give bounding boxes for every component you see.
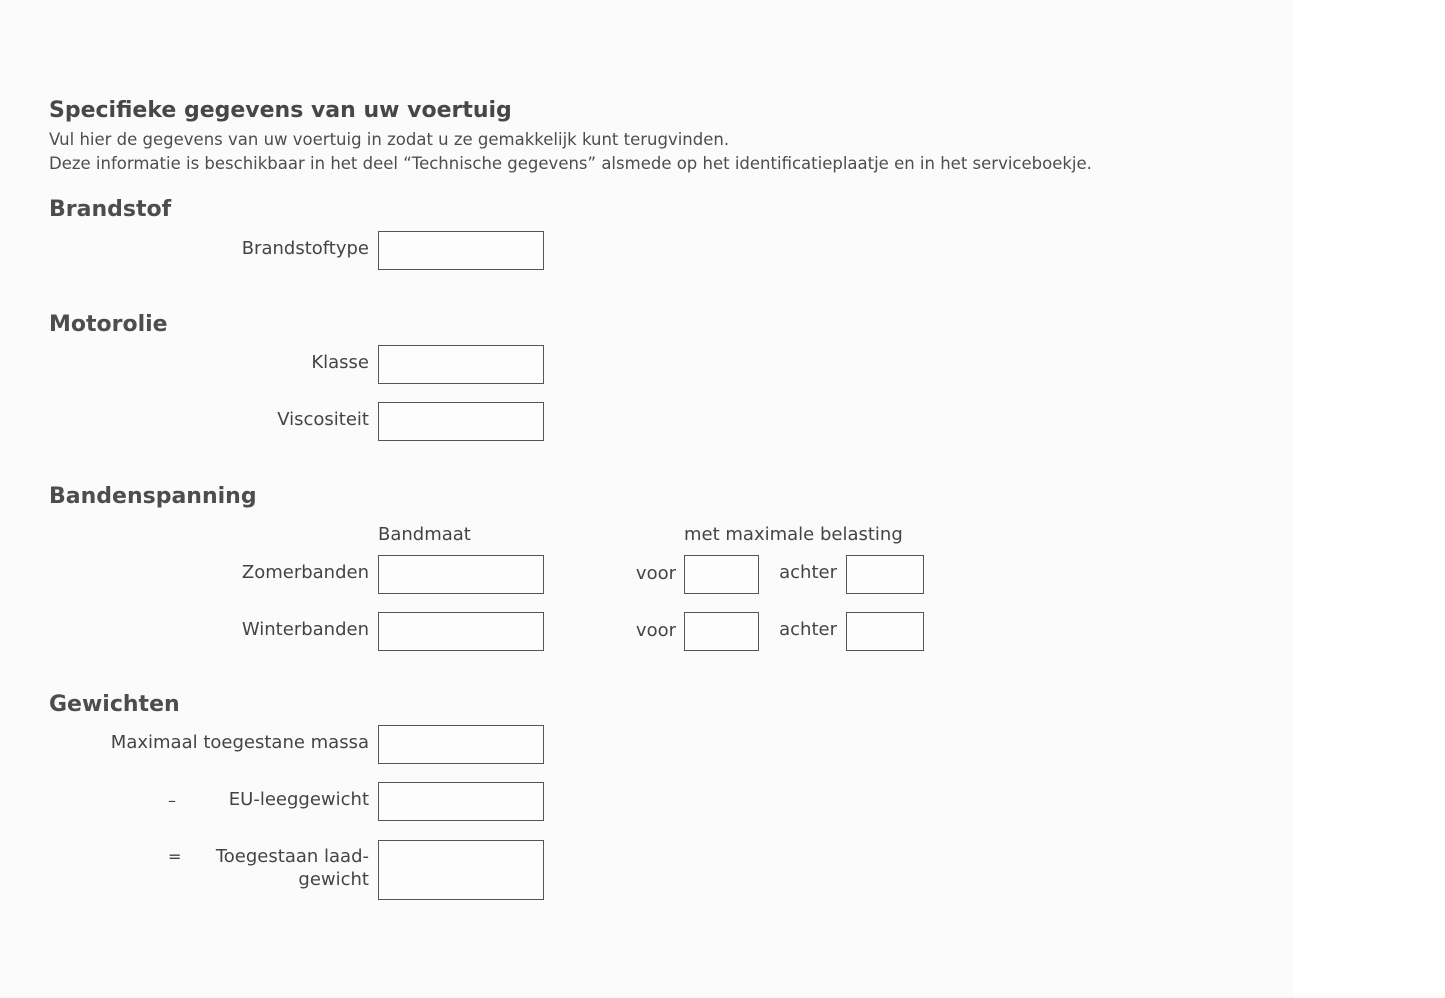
section-motorolie-heading: Motorolie <box>49 312 168 337</box>
section-gewichten-heading: Gewichten <box>49 692 180 717</box>
brandstoftype-field[interactable] <box>378 231 544 270</box>
toegestaan-laadgewicht-label-line2: gewicht <box>298 869 369 890</box>
viscositeit-label: Viscositeit <box>277 409 369 430</box>
klasse-label: Klasse <box>311 352 369 373</box>
minus-sign: – <box>168 791 176 810</box>
winterbanden-bandmaat-field[interactable] <box>378 612 544 651</box>
winter-achter-field[interactable] <box>846 612 924 651</box>
section-bandenspanning-heading: Bandenspanning <box>49 484 257 509</box>
maximaal-massa-label: Maximaal toegestane massa <box>110 732 369 753</box>
page-title: Specifieke gegevens van uw voertuig <box>49 98 512 123</box>
maximaal-massa-field[interactable] <box>378 725 544 764</box>
section-brandstof-heading: Brandstof <box>49 197 172 222</box>
winterbanden-label: Winterbanden <box>241 619 369 640</box>
zomer-achter-label: achter <box>779 562 837 583</box>
viscositeit-field[interactable] <box>378 402 544 441</box>
zomerbanden-label: Zomerbanden <box>241 562 369 583</box>
zomer-voor-field[interactable] <box>684 555 759 594</box>
eu-leeggewicht-field[interactable] <box>378 782 544 821</box>
equals-sign: = <box>168 847 182 866</box>
intro-line-2: Deze informatie is beschikbaar in het deel “Technische gegevens” alsmede op het identificatieplaatje en in het serviceboekje. <box>49 154 1092 173</box>
zomer-achter-field[interactable] <box>846 555 924 594</box>
winter-voor-field[interactable] <box>684 612 759 651</box>
brandstoftype-label: Brandstoftype <box>241 238 369 259</box>
intro-line-1: Vul hier de gegevens van uw voertuig in zodat u ze gemakkelijk kunt terugvinden. <box>49 130 730 149</box>
zomerbanden-bandmaat-field[interactable] <box>378 555 544 594</box>
winter-achter-label: achter <box>779 619 837 640</box>
eu-leeggewicht-label: EU-leeggewicht <box>228 789 369 810</box>
zomer-voor-label: voor <box>635 563 676 584</box>
belasting-column-heading: met maximale belasting <box>684 524 903 545</box>
winter-voor-label: voor <box>635 620 676 641</box>
bandmaat-column-heading: Bandmaat <box>378 524 471 545</box>
klasse-field[interactable] <box>378 345 544 384</box>
toegestaan-laadgewicht-field[interactable] <box>378 840 544 900</box>
toegestaan-laadgewicht-label-line1: Toegestaan laad- <box>215 846 369 867</box>
